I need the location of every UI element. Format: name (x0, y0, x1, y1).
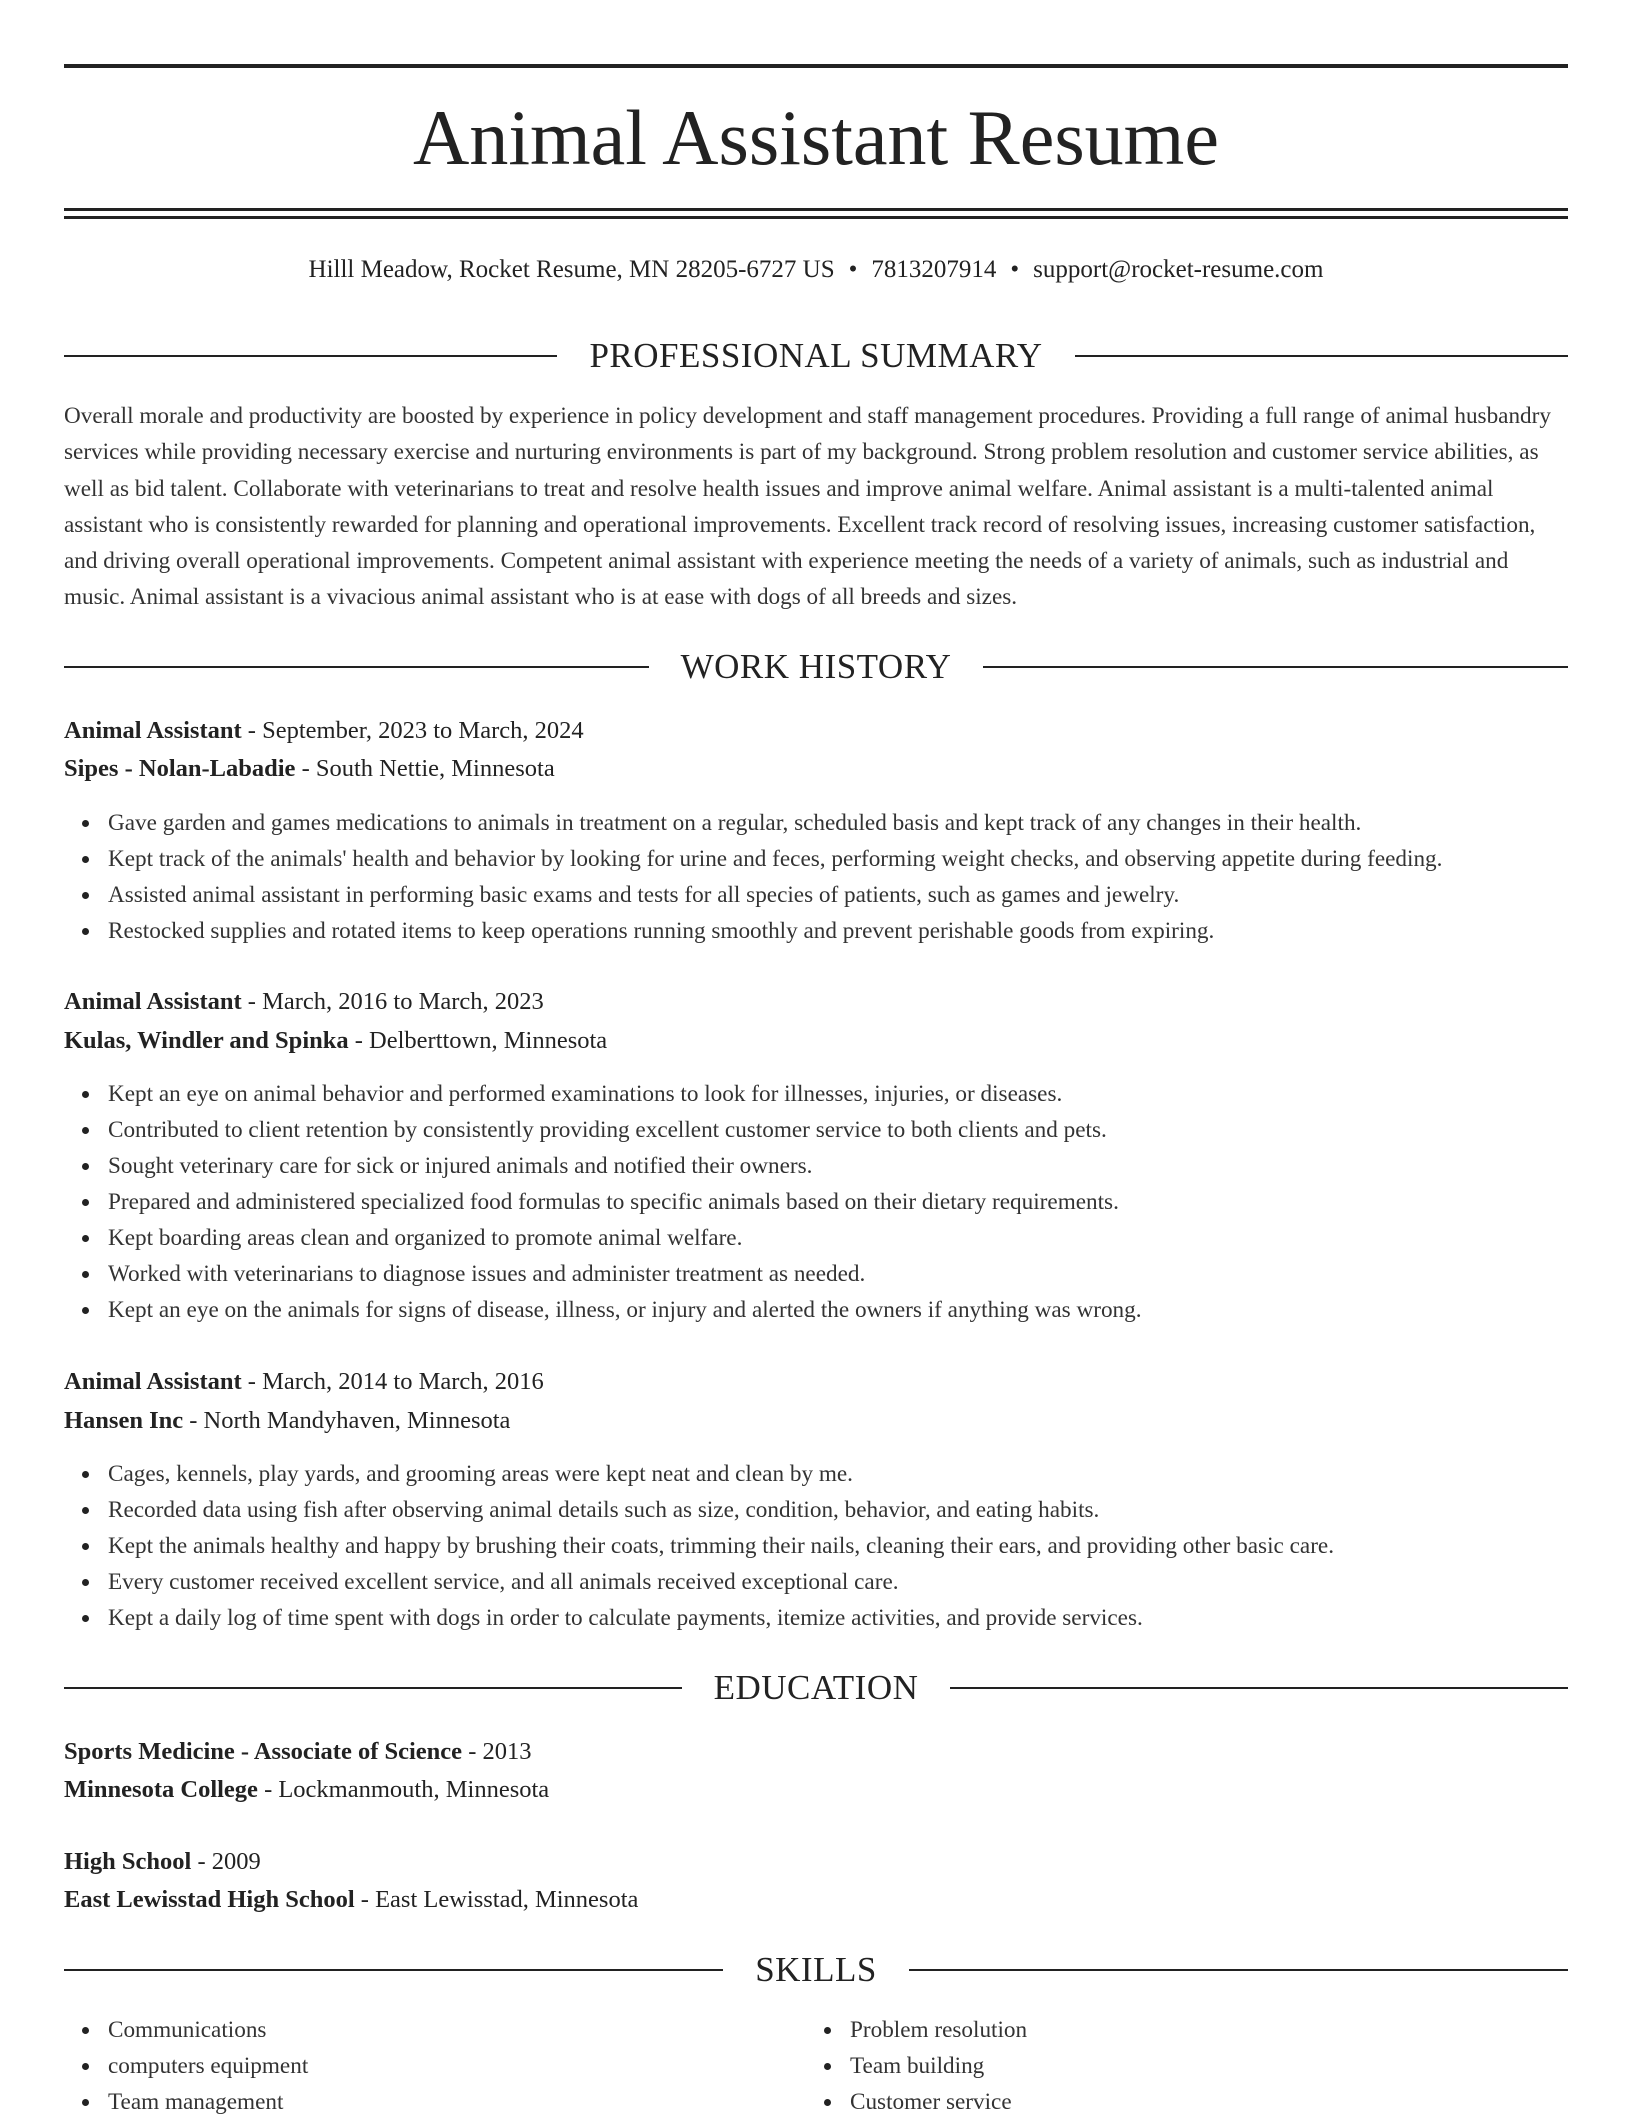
section-heading-summary (64, 336, 1568, 376)
list-item: Restocked supplies and rotated items to keep operations running smoothly and prevent perishable goods from expiring. (108, 913, 1612, 949)
contact-separator: • (848, 256, 858, 283)
contact-phone: 7813207914 (871, 256, 997, 283)
job-dates: - March, 2014 to March, 2016 (241, 1368, 544, 1395)
job-bullets (64, 805, 1612, 949)
resume-title: Animal Assistant Resume (413, 94, 1219, 181)
job-location: - Delberttown, Minnesota (348, 1027, 608, 1054)
heading-rule-left (64, 1687, 682, 1689)
education-year: - 2009 (191, 1848, 261, 1875)
heading-rule-right (950, 1687, 1568, 1689)
heading-rule-left (64, 1969, 723, 1971)
job-company: Kulas, Windler and Spinka (64, 1027, 349, 1054)
education-location: - East Lewisstad, Minnesota (354, 1886, 639, 1913)
section-title: WORK HISTORY (680, 647, 952, 686)
education-year: - 2013 (462, 1738, 532, 1765)
job-company-line (64, 1023, 1568, 1059)
job-company-line (64, 751, 1568, 787)
education-location: - Lockmanmouth, Minnesota (257, 1776, 550, 1803)
heading-rule-left (64, 666, 649, 668)
job-title: Animal Assistant (64, 717, 242, 744)
job-title-line (64, 984, 1568, 1020)
education-degree: Sports Medicine - Associate of Science (64, 1738, 463, 1765)
list-item: Kept an eye on the animals for signs of disease, illness, or injury and alerted the owners if anything was wrong. (108, 1292, 1612, 1328)
list-item: Recorded data using fish after observing animal details such as size, condition, behavior, and eating habits. (108, 1492, 1612, 1528)
summary-text: Overall morale and productivity are boosted by experience in policy development and staff management procedures. Providing a full range of animal husbandry services while providing necessary exercise and nurturing environments is part of my background. Strong problem resolution and customer service abilities, as well as bid talent. Collaborate with veterinarians to treat and resolve health issues and improve animal welfare. Animal assistant is a multi-talented animal assistant who is consistently rewarded for planning and operational improvements. Excellent track record of resolving issues, increasing customer satisfaction, and driving overall operational improvements. Competent animal assistant with experience meeting the needs of a variety of animals, such as industrial and music. Animal assistant is a vivacious animal assistant who is at ease with dogs of all breeds and sizes. (64, 403, 1551, 611)
section-heading-education (64, 1668, 1568, 1708)
education-school-line (64, 1772, 1568, 1808)
education-degree-line (64, 1844, 1568, 1880)
list-item: Kept boarding areas clean and organized to promote animal welfare. (108, 1220, 1612, 1256)
skill-item: Customer service (850, 2084, 1632, 2120)
skill-item: computers equipment (108, 2048, 1612, 2084)
contact-line (64, 252, 1568, 288)
job-title: Animal Assistant (64, 988, 242, 1015)
skill-item: Problem resolution (850, 2012, 1632, 2048)
list-item: Prepared and administered specialized food formulas to specific animals based on their dietary requirements. (108, 1184, 1612, 1220)
education-school-line (64, 1882, 1568, 1918)
job-company: Hansen Inc (64, 1407, 184, 1434)
heading-rule-right (1075, 355, 1568, 357)
skill-item: Team building (850, 2048, 1632, 2084)
job-title-line (64, 713, 1568, 749)
job-location: - North Mandyhaven, Minnesota (183, 1407, 511, 1434)
education-school: Minnesota College (64, 1776, 258, 1803)
contact-address: Hilll Meadow, Rocket Resume, MN 28205-6727 US (308, 256, 835, 283)
skill-item: Team management (108, 2084, 1612, 2120)
skill-item: Communications (108, 2012, 1612, 2048)
job-title: Animal Assistant (64, 1368, 242, 1395)
list-item: Contributed to client retention by consistently providing excellent customer service to both clients and pets. (108, 1112, 1612, 1148)
contact-email: support@rocket-resume.com (1033, 256, 1324, 283)
job-location: - South Nettie, Minnesota (295, 755, 555, 782)
list-item: Kept an eye on animal behavior and performed examinations to look for illnesses, injuries, or diseases. (108, 1076, 1612, 1112)
list-item: Cages, kennels, play yards, and grooming areas were kept neat and clean by me. (108, 1456, 1612, 1492)
list-item: Gave garden and games medications to animals in treatment on a regular, scheduled basis and kept track of any changes in their health. (108, 805, 1612, 841)
job-bullets (64, 1076, 1612, 1328)
section-title: EDUCATION (713, 1668, 919, 1707)
list-item: Kept a daily log of time spent with dogs in order to calculate payments, itemize activities, and provide services. (108, 1600, 1612, 1636)
section-heading-skills (64, 1950, 1568, 1990)
list-item: Every customer received excellent service, and all animals received exceptional care. (108, 1564, 1612, 1600)
job-company: Sipes - Nolan-Labadie (64, 755, 296, 782)
list-item: Kept the animals healthy and happy by brushing their coats, trimming their nails, cleaning their ears, and providing other basic care. (108, 1528, 1612, 1564)
section-title: SKILLS (755, 1950, 877, 1989)
skills-list-right (806, 2012, 1632, 2120)
heading-rule-right (909, 1969, 1568, 1971)
job-company-line (64, 1403, 1568, 1439)
section-heading-work (64, 647, 1568, 687)
title-double-rule-upper (64, 208, 1568, 211)
top-rule (64, 64, 1568, 68)
education-degree: High School (64, 1848, 192, 1875)
section-title: PROFESSIONAL SUMMARY (589, 336, 1043, 375)
list-item: Kept track of the animals' health and behavior by looking for urine and feces, performing weight checks, and observing appetite during feeding. (108, 841, 1612, 877)
list-item: Assisted animal assistant in performing basic exams and tests for all species of patients, such as games and jewelry. (108, 877, 1612, 913)
list-item: Worked with veterinarians to diagnose issues and administer treatment as needed. (108, 1256, 1612, 1292)
education-school: East Lewisstad High School (64, 1886, 355, 1913)
heading-rule-right (983, 666, 1568, 668)
job-dates: - March, 2016 to March, 2023 (241, 988, 544, 1015)
job-bullets (64, 1456, 1612, 1636)
title-double-rule-lower (64, 216, 1568, 219)
contact-separator: • (1010, 256, 1020, 283)
job-title-line (64, 1364, 1568, 1400)
job-dates: - September, 2023 to March, 2024 (241, 717, 584, 744)
education-degree-line (64, 1734, 1568, 1770)
heading-rule-left (64, 355, 557, 357)
list-item: Sought veterinary care for sick or injured animals and notified their owners. (108, 1148, 1612, 1184)
